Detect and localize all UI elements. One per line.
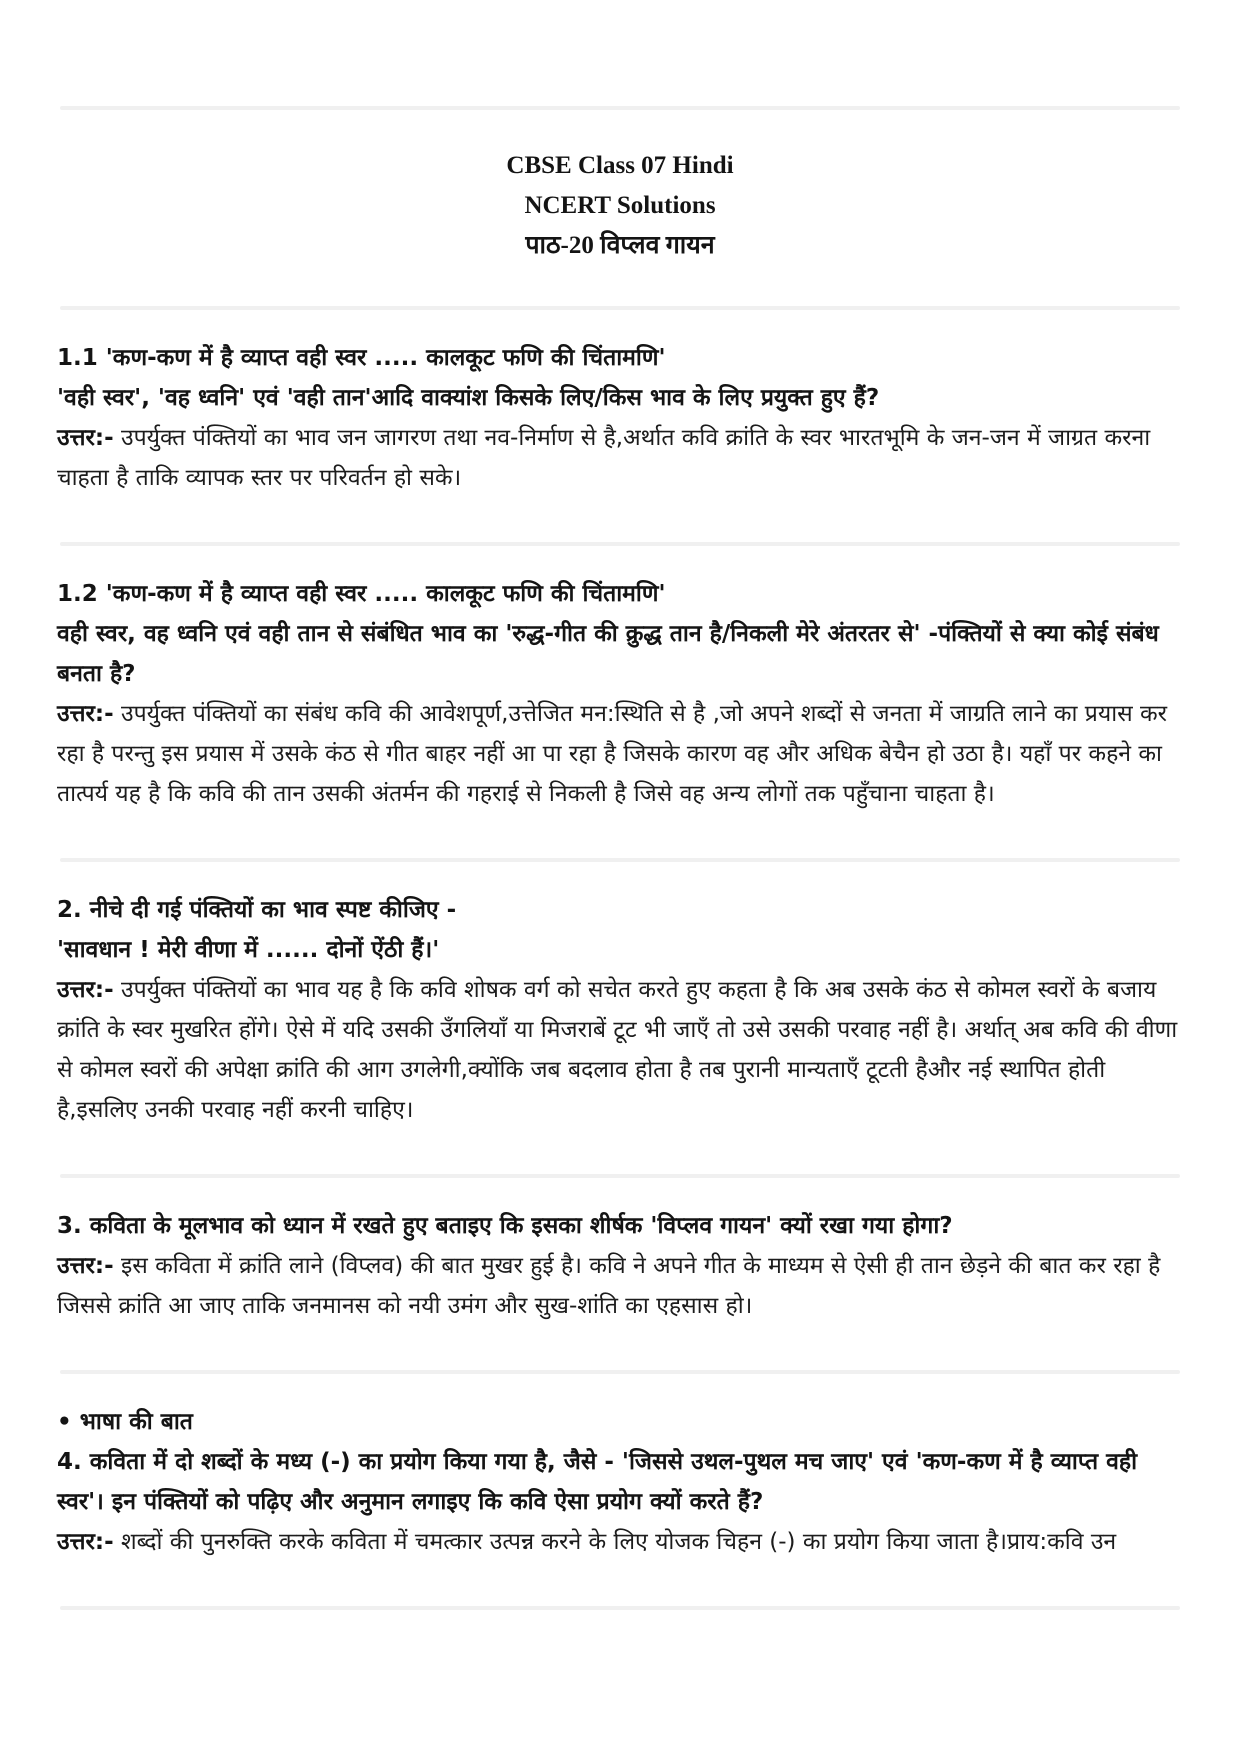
question-heading: 2. नीचे दी गई पंक्तियों का भाव स्पष्ट कीजिए - [57, 897, 457, 923]
answer-text: उपर्युक्त पंक्तियों का संबंध कवि की आवेशपूर्ण,उत्तेजित मन:स्थिति से है ,जो अपने शब्दों से जनता में जाग्रति लाने का प्रयास कर रहा है परन्तु इस प्रयास में उसके कंठ से गीत बाहर नहीं आ पा रहा है जिसके कारण वह और अधिक बेचैन हो उठा है। यहाँ पर कहने का तात्पर्य यह है कि कवि की तान उसकी अंतर्मन की गहराई से निकली है जिसे वह अन्य लोगों तक पहुँचाना चाहता है। [57, 701, 1168, 807]
qa-section-2 [0, 862, 1240, 1174]
answer-paragraph [57, 418, 1183, 498]
section-divider [60, 1606, 1180, 1610]
answer-paragraph [57, 1246, 1183, 1326]
question-heading: 1.1 'कण-कण में है व्याप्त वही स्वर ..... कालकूट फणि की चिंतामणि' [57, 345, 666, 371]
answer-label: उत्तर:- [57, 1253, 114, 1279]
section-subheading: • भाषा की बात [57, 1409, 193, 1435]
doc-title-course: CBSE Class 07 Hindi [506, 152, 734, 179]
qa-section-1-2 [0, 546, 1240, 858]
doc-title-type: NCERT Solutions [524, 192, 716, 219]
answer-label: उत्तर:- [57, 1529, 114, 1555]
answer-text: शब्दों की पुनरुक्ति करके कविता में चमत्कार उत्पन्न करने के लिए योजक चिहन (-) का प्रयोग किया जाता है।प्राय:कवि उन [120, 1529, 1117, 1555]
answer-paragraph [57, 970, 1183, 1130]
question-text: 'सावधान ! मेरी वीणा में ...... दोनों ऐंठी हैं।' [57, 937, 440, 963]
qa-section-4-bhasha-ki-baat [0, 1374, 1240, 1606]
answer-paragraph [57, 694, 1183, 814]
answer-label: उत्तर:- [57, 977, 114, 1003]
qa-section-1-1 [0, 310, 1240, 542]
question-heading: 3. कविता के मूलभाव को ध्यान में रखते हुए बताइए कि इसका शीर्षक 'विप्लव गायन' क्यों रखा गया होगा? [57, 1213, 953, 1239]
question-heading: 1.2 'कण-कण में है व्याप्त वही स्वर ..... कालकूट फणि की चिंतामणि' [57, 581, 666, 607]
question-text: वही स्वर, वह ध्वनि एवं वही तान से संबंधित भाव का 'रुद्ध-गीत की क्रुद्ध तान है/निकली मेरे अंतरतर से' -पंक्तियों से क्या कोई संबंध बनता है? [57, 621, 1159, 687]
answer-paragraph [57, 1522, 1183, 1562]
answer-text: उपर्युक्त पंक्तियों का भाव यह है कि कवि शोषक वर्ग को सचेत करते हुए कहता है कि अब उसके कंठ से कोमल स्वरों के बजाय क्रांति के स्वर मुखरित होंगे। ऐसे में यदि उसकी उँगलियाँ या मिजराबें टूट भी जाएँ तो उसे उसकी परवाह नहीं है। अर्थात् अब कवि की वीणा से कोमल स्वरों की अपेक्षा क्रांति की आग उगलेगी,क्योंकि जब बदलाव होता है तब पुरानी मान्यताएँ टूटती हैऔर नई स्थापित होती है,इसलिए उनकी परवाह नहीं करनी चाहिए। [57, 977, 1178, 1123]
qa-section-3 [0, 1178, 1240, 1370]
document-header [0, 110, 1240, 306]
answer-text: इस कविता में क्रांति लाने (विप्लव) की बात मुखर हुई है। कवि ने अपने गीत के माध्यम से ऐसी ही तान छेड़ने की बात कर रहा है जिससे क्रांति आ जाए ताकि जनमानस को नयी उमंग और सुख-शांति का एहसास हो। [57, 1253, 1161, 1319]
question-text: 'वही स्वर', 'वह ध्वनि' एवं 'वही तान'आदि वाक्यांश किसके लिए/किस भाव के लिए प्रयुक्त हुए हैं? [57, 385, 880, 411]
question-text: 4. कविता में दो शब्दों के मध्य (-) का प्रयोग किया गया है, जैसे - 'जिससे उथल-पुथल मच जाए' एवं 'कण-कण में है व्याप्त वही स्वर'। इन पंक्तियों को पढ़िए और अनुमान लगाइए कि कवि ऐसा प्रयोग क्यों करते हैं? [57, 1449, 1138, 1515]
answer-label: उत्तर:- [57, 701, 114, 727]
answer-text: उपर्युक्त पंक्तियों का भाव जन जागरण तथा नव-निर्माण से है,अर्थात कवि क्रांति के स्वर भारतभूमि के जन-जन में जाग्रत करना चाहता है ताकि व्यापक स्तर पर परिवर्तन हो सके। [57, 425, 1151, 491]
answer-label: उत्तर:- [57, 425, 114, 451]
doc-title-chapter: पाठ-20 विप्लव गायन [525, 232, 715, 259]
